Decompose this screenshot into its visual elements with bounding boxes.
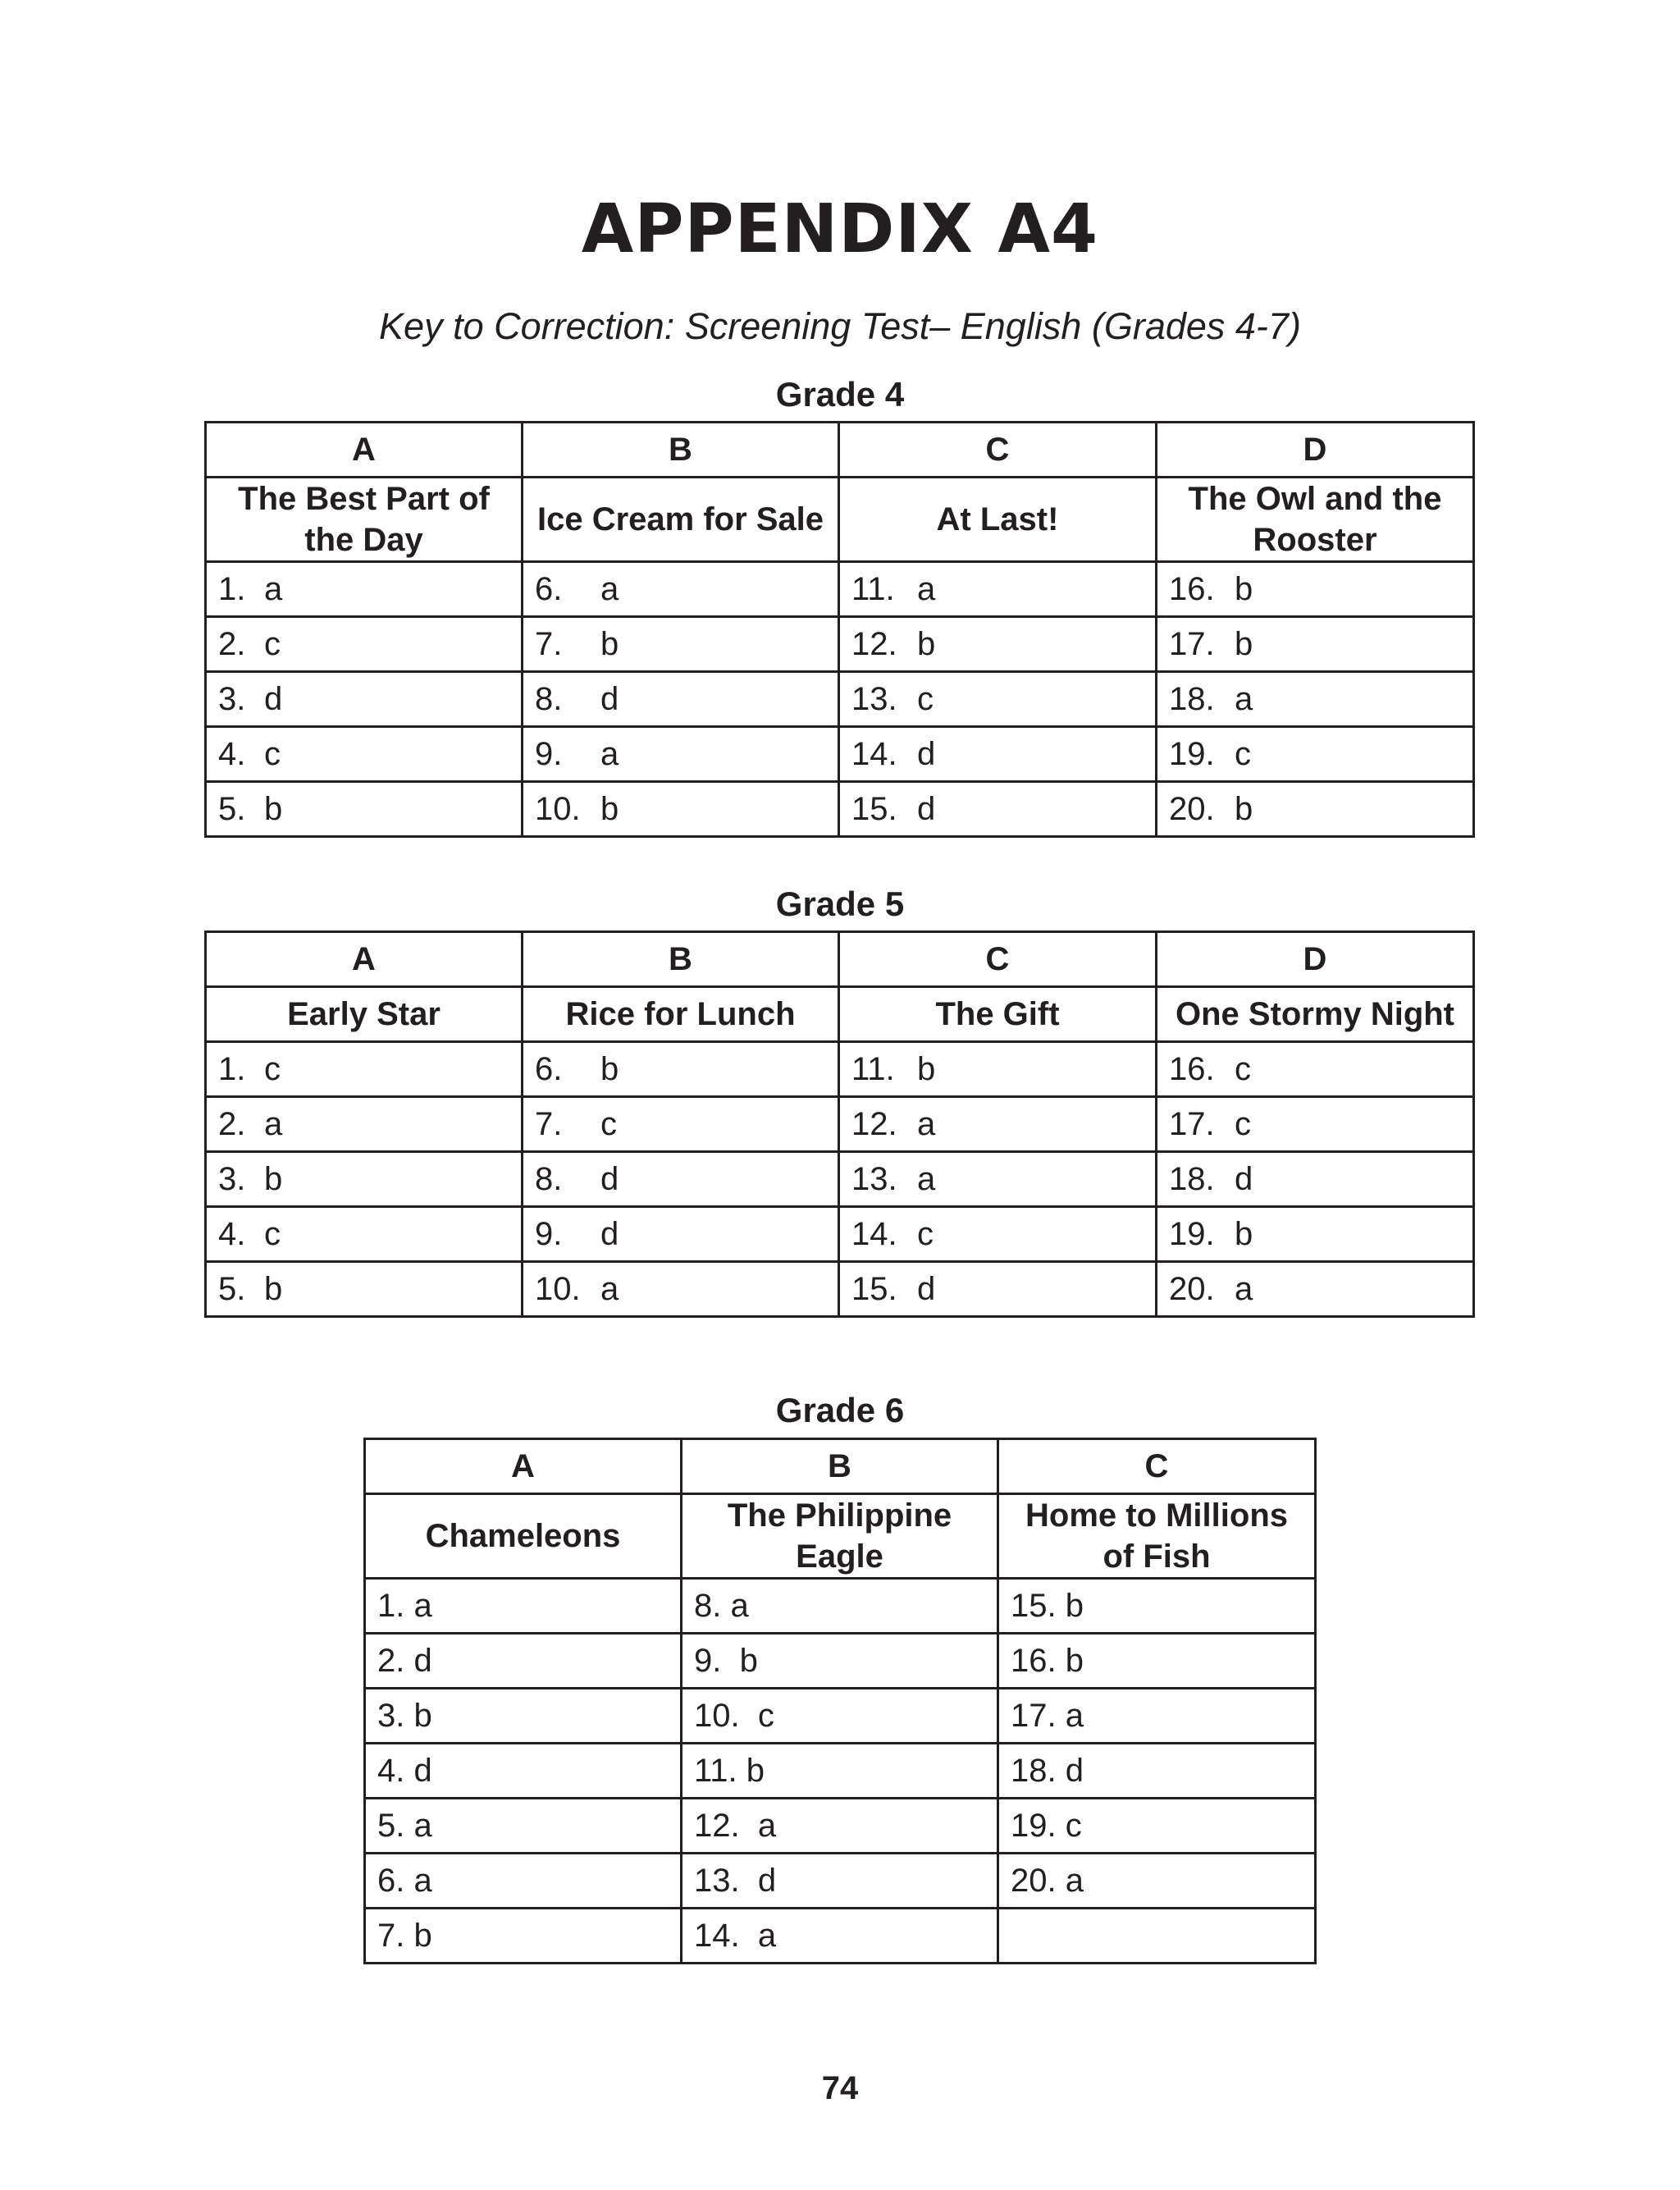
question-number: 18.	[1169, 1161, 1215, 1197]
answer-cell	[523, 562, 839, 617]
grade-4-heading: Grade 4	[775, 375, 905, 414]
answer-letter: c	[264, 1051, 281, 1087]
answer-row	[365, 1579, 1316, 1634]
answer-row	[206, 1097, 1474, 1152]
answer-row	[206, 727, 1474, 782]
answer-letter: c	[1235, 1051, 1251, 1087]
story-title: Chameleons	[365, 1494, 682, 1579]
answer-row	[206, 1152, 1474, 1207]
answer-cell	[839, 1207, 1157, 1262]
question-number: 10.	[535, 1271, 581, 1307]
story-title: The Best Part of the Day	[206, 478, 523, 562]
answer-cell	[839, 782, 1157, 837]
answer-cell: 16. b	[998, 1634, 1316, 1689]
answer-row	[365, 1799, 1316, 1854]
answer-cell: 18. d	[998, 1744, 1316, 1799]
column-letter-d: D	[1157, 932, 1474, 987]
answer-cell	[1157, 782, 1474, 837]
answer-cell	[839, 562, 1157, 617]
question-number: 20.	[1169, 791, 1215, 827]
answer-cell	[998, 1909, 1316, 1964]
column-letter-c: C	[998, 1439, 1316, 1494]
page-subtitle: Key to Correction: Screening Test– English (Grades 4-7)	[379, 305, 1301, 347]
answer-cell: 2. d	[365, 1634, 682, 1689]
answer-row	[206, 1262, 1474, 1317]
question-number: 19.	[1169, 1216, 1215, 1252]
answer-letter: b	[264, 791, 283, 827]
question-number: 14.	[851, 1216, 897, 1252]
answer-cell	[206, 1262, 523, 1317]
answer-row	[206, 562, 1474, 617]
answer-letter: b	[1235, 571, 1253, 607]
answer-row	[365, 1689, 1316, 1744]
answer-letter: c	[264, 626, 281, 662]
question-number: 8.	[535, 1161, 563, 1197]
answer-cell: 13. d	[682, 1854, 998, 1909]
answer-letter: b	[917, 626, 936, 662]
answer-letter: a	[1235, 681, 1253, 717]
answer-row	[365, 1634, 1316, 1689]
question-number: 17.	[1169, 1106, 1215, 1142]
answer-row	[206, 617, 1474, 672]
grade-6-heading: Grade 6	[775, 1391, 905, 1429]
question-number: 9.	[535, 1216, 563, 1252]
story-title: Rice for Lunch	[523, 987, 839, 1042]
answer-letter: d	[917, 791, 936, 827]
answer-row	[365, 1744, 1316, 1799]
answer-cell	[1157, 727, 1474, 782]
answer-cell	[1157, 1097, 1474, 1152]
answer-cell: 10. c	[682, 1689, 998, 1744]
question-number: 2.	[218, 1106, 246, 1142]
answer-cell	[839, 1152, 1157, 1207]
answer-cell	[206, 1207, 523, 1262]
column-letter-row	[206, 423, 1474, 478]
answer-letter: b	[264, 1161, 283, 1197]
answer-letter: a	[917, 571, 936, 607]
question-number: 5.	[218, 1271, 246, 1307]
answer-letter: c	[264, 736, 281, 772]
answer-cell	[1157, 1042, 1474, 1097]
answer-letter: a	[264, 1106, 283, 1142]
answer-row	[206, 1207, 1474, 1262]
question-number: 13.	[851, 681, 897, 717]
story-title: Home to Millions of Fish	[998, 1494, 1316, 1579]
answer-letter: b	[600, 791, 619, 827]
answer-letter: a	[600, 571, 619, 607]
answer-letter: a	[917, 1161, 936, 1197]
story-title: The Philippine Eagle	[682, 1494, 998, 1579]
question-number: 13.	[851, 1161, 897, 1197]
story-title-row	[206, 987, 1474, 1042]
answer-letter: a	[264, 571, 283, 607]
answer-cell: 4. d	[365, 1744, 682, 1799]
answer-cell: 9. b	[682, 1634, 998, 1689]
answer-cell: 17. a	[998, 1689, 1316, 1744]
answer-letter: c	[917, 1216, 934, 1252]
answer-letter: c	[1235, 736, 1251, 772]
column-letter-c: C	[839, 932, 1157, 987]
question-number: 20.	[1169, 1271, 1215, 1307]
answer-letter: b	[1235, 1216, 1253, 1252]
question-number: 7.	[535, 626, 563, 662]
story-title: The Owl and the Rooster	[1157, 478, 1474, 562]
question-number: 16.	[1169, 571, 1215, 607]
answer-cell: 1. a	[365, 1579, 682, 1634]
answer-cell: 8. a	[682, 1579, 998, 1634]
answer-row	[206, 782, 1474, 837]
answer-letter: a	[600, 1271, 619, 1307]
answer-letter: b	[600, 1051, 619, 1087]
answer-cell	[206, 672, 523, 727]
question-number: 18.	[1169, 681, 1215, 717]
answer-letter: c	[917, 681, 934, 717]
answer-cell	[1157, 617, 1474, 672]
question-number: 9.	[535, 736, 563, 772]
answer-cell	[839, 1042, 1157, 1097]
answer-cell	[523, 1042, 839, 1097]
question-number: 19.	[1169, 736, 1215, 772]
answer-cell	[206, 1152, 523, 1207]
answer-cell: 7. b	[365, 1909, 682, 1964]
answer-letter: b	[1235, 626, 1253, 662]
question-number: 6.	[535, 1051, 563, 1087]
grade-5-heading: Grade 5	[775, 885, 905, 923]
story-title-row	[206, 478, 1474, 562]
question-number: 15.	[851, 791, 897, 827]
column-letter-b: B	[523, 932, 839, 987]
answer-letter: d	[600, 1216, 619, 1252]
answer-cell: 5. a	[365, 1799, 682, 1854]
answer-row	[206, 1042, 1474, 1097]
answer-cell	[1157, 562, 1474, 617]
answer-letter: d	[264, 681, 283, 717]
question-number: 10.	[535, 791, 581, 827]
column-letter-a: A	[365, 1439, 682, 1494]
answer-letter: b	[917, 1051, 936, 1087]
question-number: 3.	[218, 1161, 246, 1197]
column-letter-row	[206, 932, 1474, 987]
answer-cell	[523, 1207, 839, 1262]
answer-letter: d	[600, 1161, 619, 1197]
question-number: 1.	[218, 1051, 246, 1087]
answer-cell	[1157, 1207, 1474, 1262]
answer-letter: a	[1235, 1271, 1253, 1307]
question-number: 16.	[1169, 1051, 1215, 1087]
column-letter-b: B	[523, 423, 839, 478]
question-number: 11.	[851, 1051, 895, 1087]
story-title: At Last!	[839, 478, 1157, 562]
answer-cell: 19. c	[998, 1799, 1316, 1854]
answer-cell: 6. a	[365, 1854, 682, 1909]
answer-cell	[206, 782, 523, 837]
question-number: 6.	[535, 571, 563, 607]
question-number: 4.	[218, 1216, 246, 1252]
answer-letter: c	[600, 1106, 617, 1142]
answer-cell: 11. b	[682, 1744, 998, 1799]
question-number: 14.	[851, 736, 897, 772]
answer-row	[206, 672, 1474, 727]
answer-cell: 12. a	[682, 1799, 998, 1854]
answer-letter: c	[1235, 1106, 1251, 1142]
answer-cell	[1157, 1262, 1474, 1317]
answer-cell	[206, 562, 523, 617]
column-letter-b: B	[682, 1439, 998, 1494]
grade-5-answer-table	[204, 930, 1475, 1318]
answer-cell	[523, 617, 839, 672]
answer-cell	[523, 727, 839, 782]
column-letter-row	[365, 1439, 1316, 1494]
answer-cell	[1157, 672, 1474, 727]
answer-letter: b	[600, 626, 619, 662]
answer-cell	[523, 1262, 839, 1317]
answer-letter: c	[264, 1216, 281, 1252]
answer-cell	[206, 727, 523, 782]
answer-cell	[206, 1042, 523, 1097]
question-number: 4.	[218, 736, 246, 772]
answer-letter: b	[264, 1271, 283, 1307]
column-letter-a: A	[206, 932, 523, 987]
column-letter-d: D	[1157, 423, 1474, 478]
story-title: The Gift	[839, 987, 1157, 1042]
story-title: Early Star	[206, 987, 523, 1042]
answer-letter: b	[1235, 791, 1253, 827]
question-number: 5.	[218, 791, 246, 827]
answer-cell	[523, 672, 839, 727]
question-number: 12.	[851, 1106, 897, 1142]
answer-cell	[206, 1097, 523, 1152]
answer-cell	[523, 1152, 839, 1207]
question-number: 2.	[218, 626, 246, 662]
answer-cell: 3. b	[365, 1689, 682, 1744]
answer-cell	[839, 1097, 1157, 1152]
answer-letter: a	[917, 1106, 936, 1142]
answer-letter: d	[917, 736, 936, 772]
column-letter-a: A	[206, 423, 523, 478]
answer-letter: d	[600, 681, 619, 717]
column-letter-c: C	[839, 423, 1157, 478]
question-number: 12.	[851, 626, 897, 662]
answer-cell: 20. a	[998, 1854, 1316, 1909]
story-title-row	[365, 1494, 1316, 1579]
grade-6-answer-table	[363, 1438, 1317, 1964]
answer-cell	[839, 617, 1157, 672]
page-number: 74	[821, 2070, 859, 2106]
question-number: 1.	[218, 571, 246, 607]
grade-4-answer-table	[204, 421, 1475, 838]
question-number: 15.	[851, 1271, 897, 1307]
answer-cell	[1157, 1152, 1474, 1207]
story-title: Ice Cream for Sale	[523, 478, 839, 562]
answer-row	[365, 1854, 1316, 1909]
question-number: 11.	[851, 571, 895, 607]
answer-cell	[523, 1097, 839, 1152]
answer-cell	[523, 782, 839, 837]
answer-letter: d	[1235, 1161, 1253, 1197]
answer-cell	[206, 617, 523, 672]
page-title: APPENDIX A4	[581, 190, 1099, 268]
question-number: 3.	[218, 681, 246, 717]
answer-cell	[839, 672, 1157, 727]
answer-letter: a	[600, 736, 619, 772]
answer-cell	[839, 1262, 1157, 1317]
answer-cell	[839, 727, 1157, 782]
answer-cell: 14. a	[682, 1909, 998, 1964]
question-number: 8.	[535, 681, 563, 717]
question-number: 7.	[535, 1106, 563, 1142]
answer-letter: d	[917, 1271, 936, 1307]
answer-row	[365, 1909, 1316, 1964]
story-title: One Stormy Night	[1157, 987, 1474, 1042]
answer-cell: 15. b	[998, 1579, 1316, 1634]
question-number: 17.	[1169, 626, 1215, 662]
